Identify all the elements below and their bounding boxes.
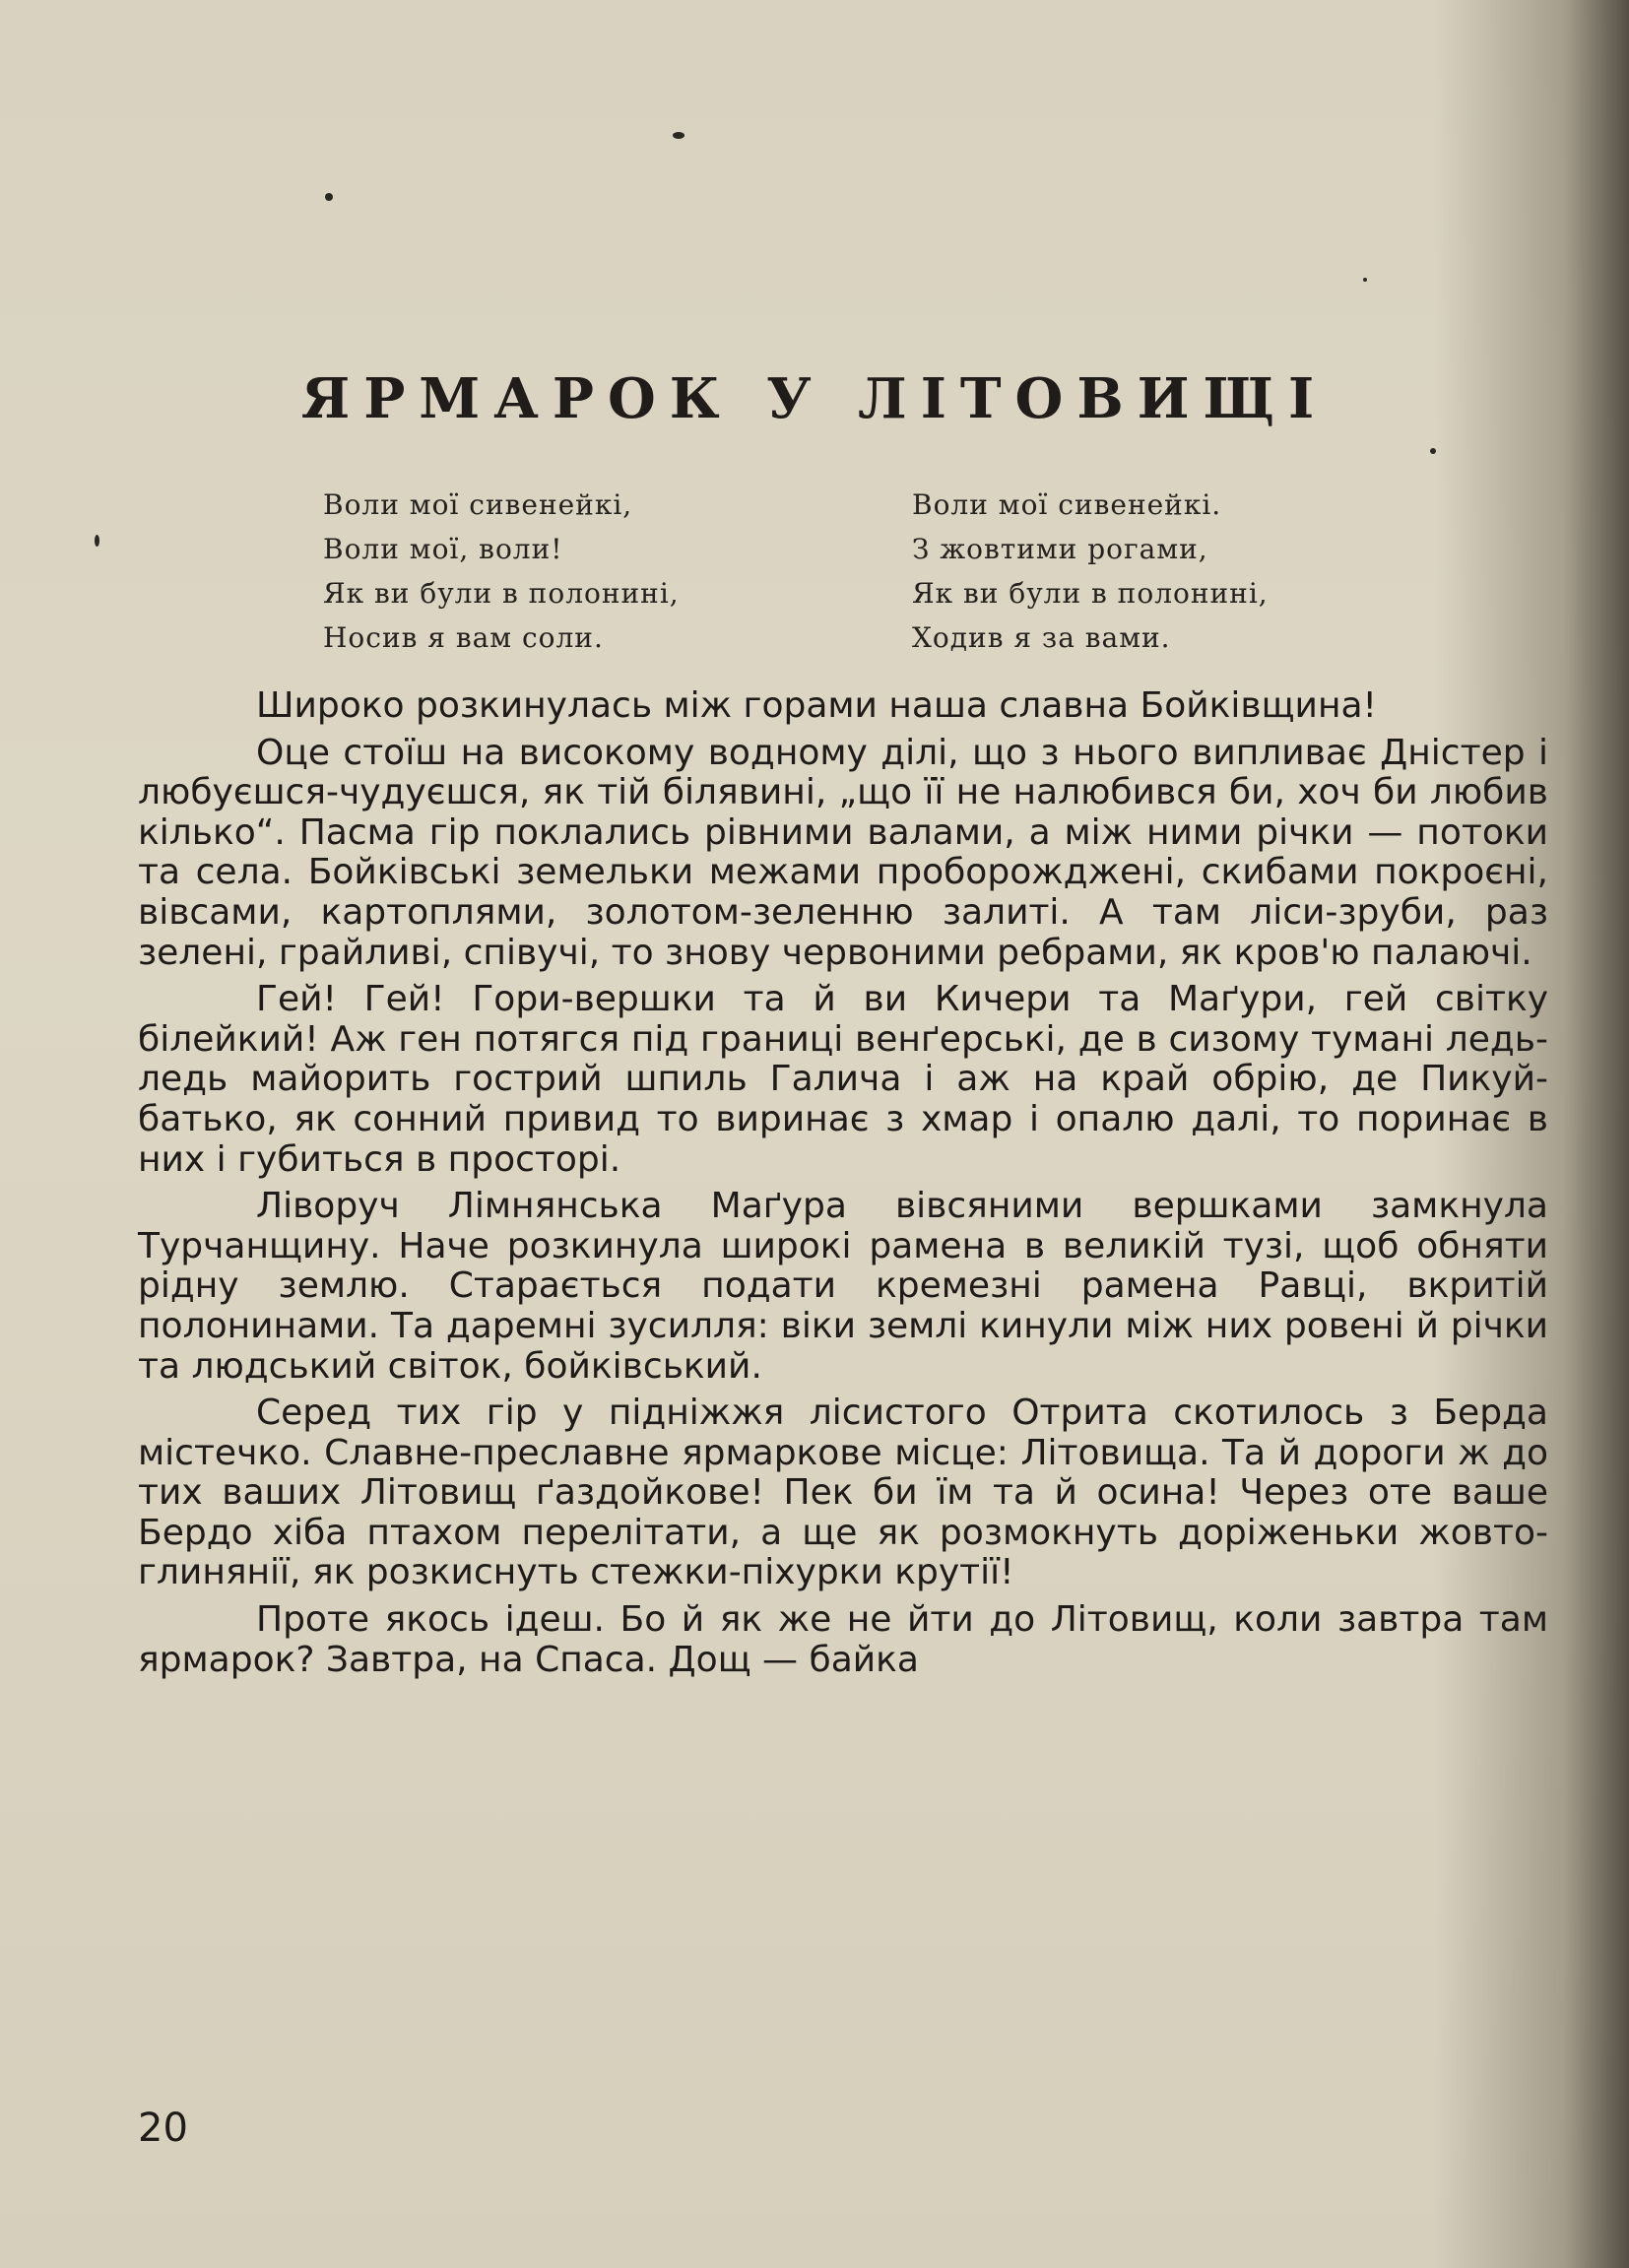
chapter-title: ЯРМАРОК У ЛІТОВИЩІ	[300, 366, 1329, 431]
paragraph: Ліворуч Лімнянська Маґура вівсяними вершками замкнула Турчанщину. Наче розкинула широкі рамена в великій тузі, щоб обняти рідну землю. Старається подати кремезні рамена Равці, вкритій полонинами. Та даремні зусилля: віки землі кинули між них ровені й річки та людський світок, бойківський.	[138, 1186, 1548, 1387]
verse-line: З жовтими рогами,	[912, 533, 1208, 565]
verse-line: Носив я вам соли.	[323, 621, 604, 654]
verse-line: Як ви були в полонині,	[912, 577, 1269, 610]
ink-speck	[1363, 278, 1367, 282]
verse-line: Ходив я за вами.	[912, 621, 1171, 654]
paragraph: Серед тих гір у підніжжя лісистого Отрита скотилось з Берда містечко. Славне-преславне ярмаркове місце: Літовища. Та й дороги ж до тих ваших Літовищ ґаздойкове! Пек би їм та й осина! Через оте ваше Бердо хіба птахом перелітати, а ще як розмокнуть доріженьки жовто-глинянії, як розкиснуть стежки-піхурки крутії!	[138, 1393, 1548, 1593]
verse-line: Воли мої сивенейкі,	[323, 488, 633, 521]
ink-speck	[673, 132, 684, 139]
epigraph-left-stanza	[323, 483, 680, 660]
ink-speck	[325, 193, 333, 201]
paragraph: Широко розкинулась між горами наша славна Бойківщина!	[256, 685, 1377, 726]
body-text	[138, 686, 1548, 1687]
ink-speck	[1430, 448, 1436, 454]
verse-line: Воли мої сивенейкі.	[912, 488, 1222, 521]
page-number: 20	[138, 2106, 188, 2151]
verse-line: Воли мої, воли!	[323, 533, 563, 565]
paragraph: Оце стоїш на високому водному ділі, що з нього випливає Дністер і любуєшся-чудуєшся, як тій білявині, „що її не налюбився би, хоч би любив кілько“. Пасма гір поклались рівними валами, а між ними річки — потоки та села. Бойківські земельки межами проборожджені, скибами покроєні, вівсами, картоплями, золотом-зеленню залиті. А там ліси-зруби, раз зелені, грайливі, співучі, то знову червоними ребрами, як кров'ю палаючі.	[138, 732, 1548, 973]
epigraph-right-stanza	[912, 483, 1269, 660]
paragraph: Гей! Гей! Гори-вершки та й ви Кичери та Маґури, гей світку білейкий! Аж ген потягся під границі венґерські, де в сизому тумані ледь-ледь майорить гострий шпиль Галича і аж на край обрію, де Пикуй-батько, як сонний привид то виринає з хмар і опалю далі, то поринає в них і губиться в просторі.	[138, 979, 1548, 1180]
verse-line: Як ви були в полонині,	[323, 577, 680, 610]
paragraph: Проте якось ідеш. Бо й як же не йти до Літовищ, коли завтра там ярмарок? Завтра, на Спаса. Дощ — байка	[138, 1599, 1548, 1680]
ink-speck	[95, 535, 99, 547]
